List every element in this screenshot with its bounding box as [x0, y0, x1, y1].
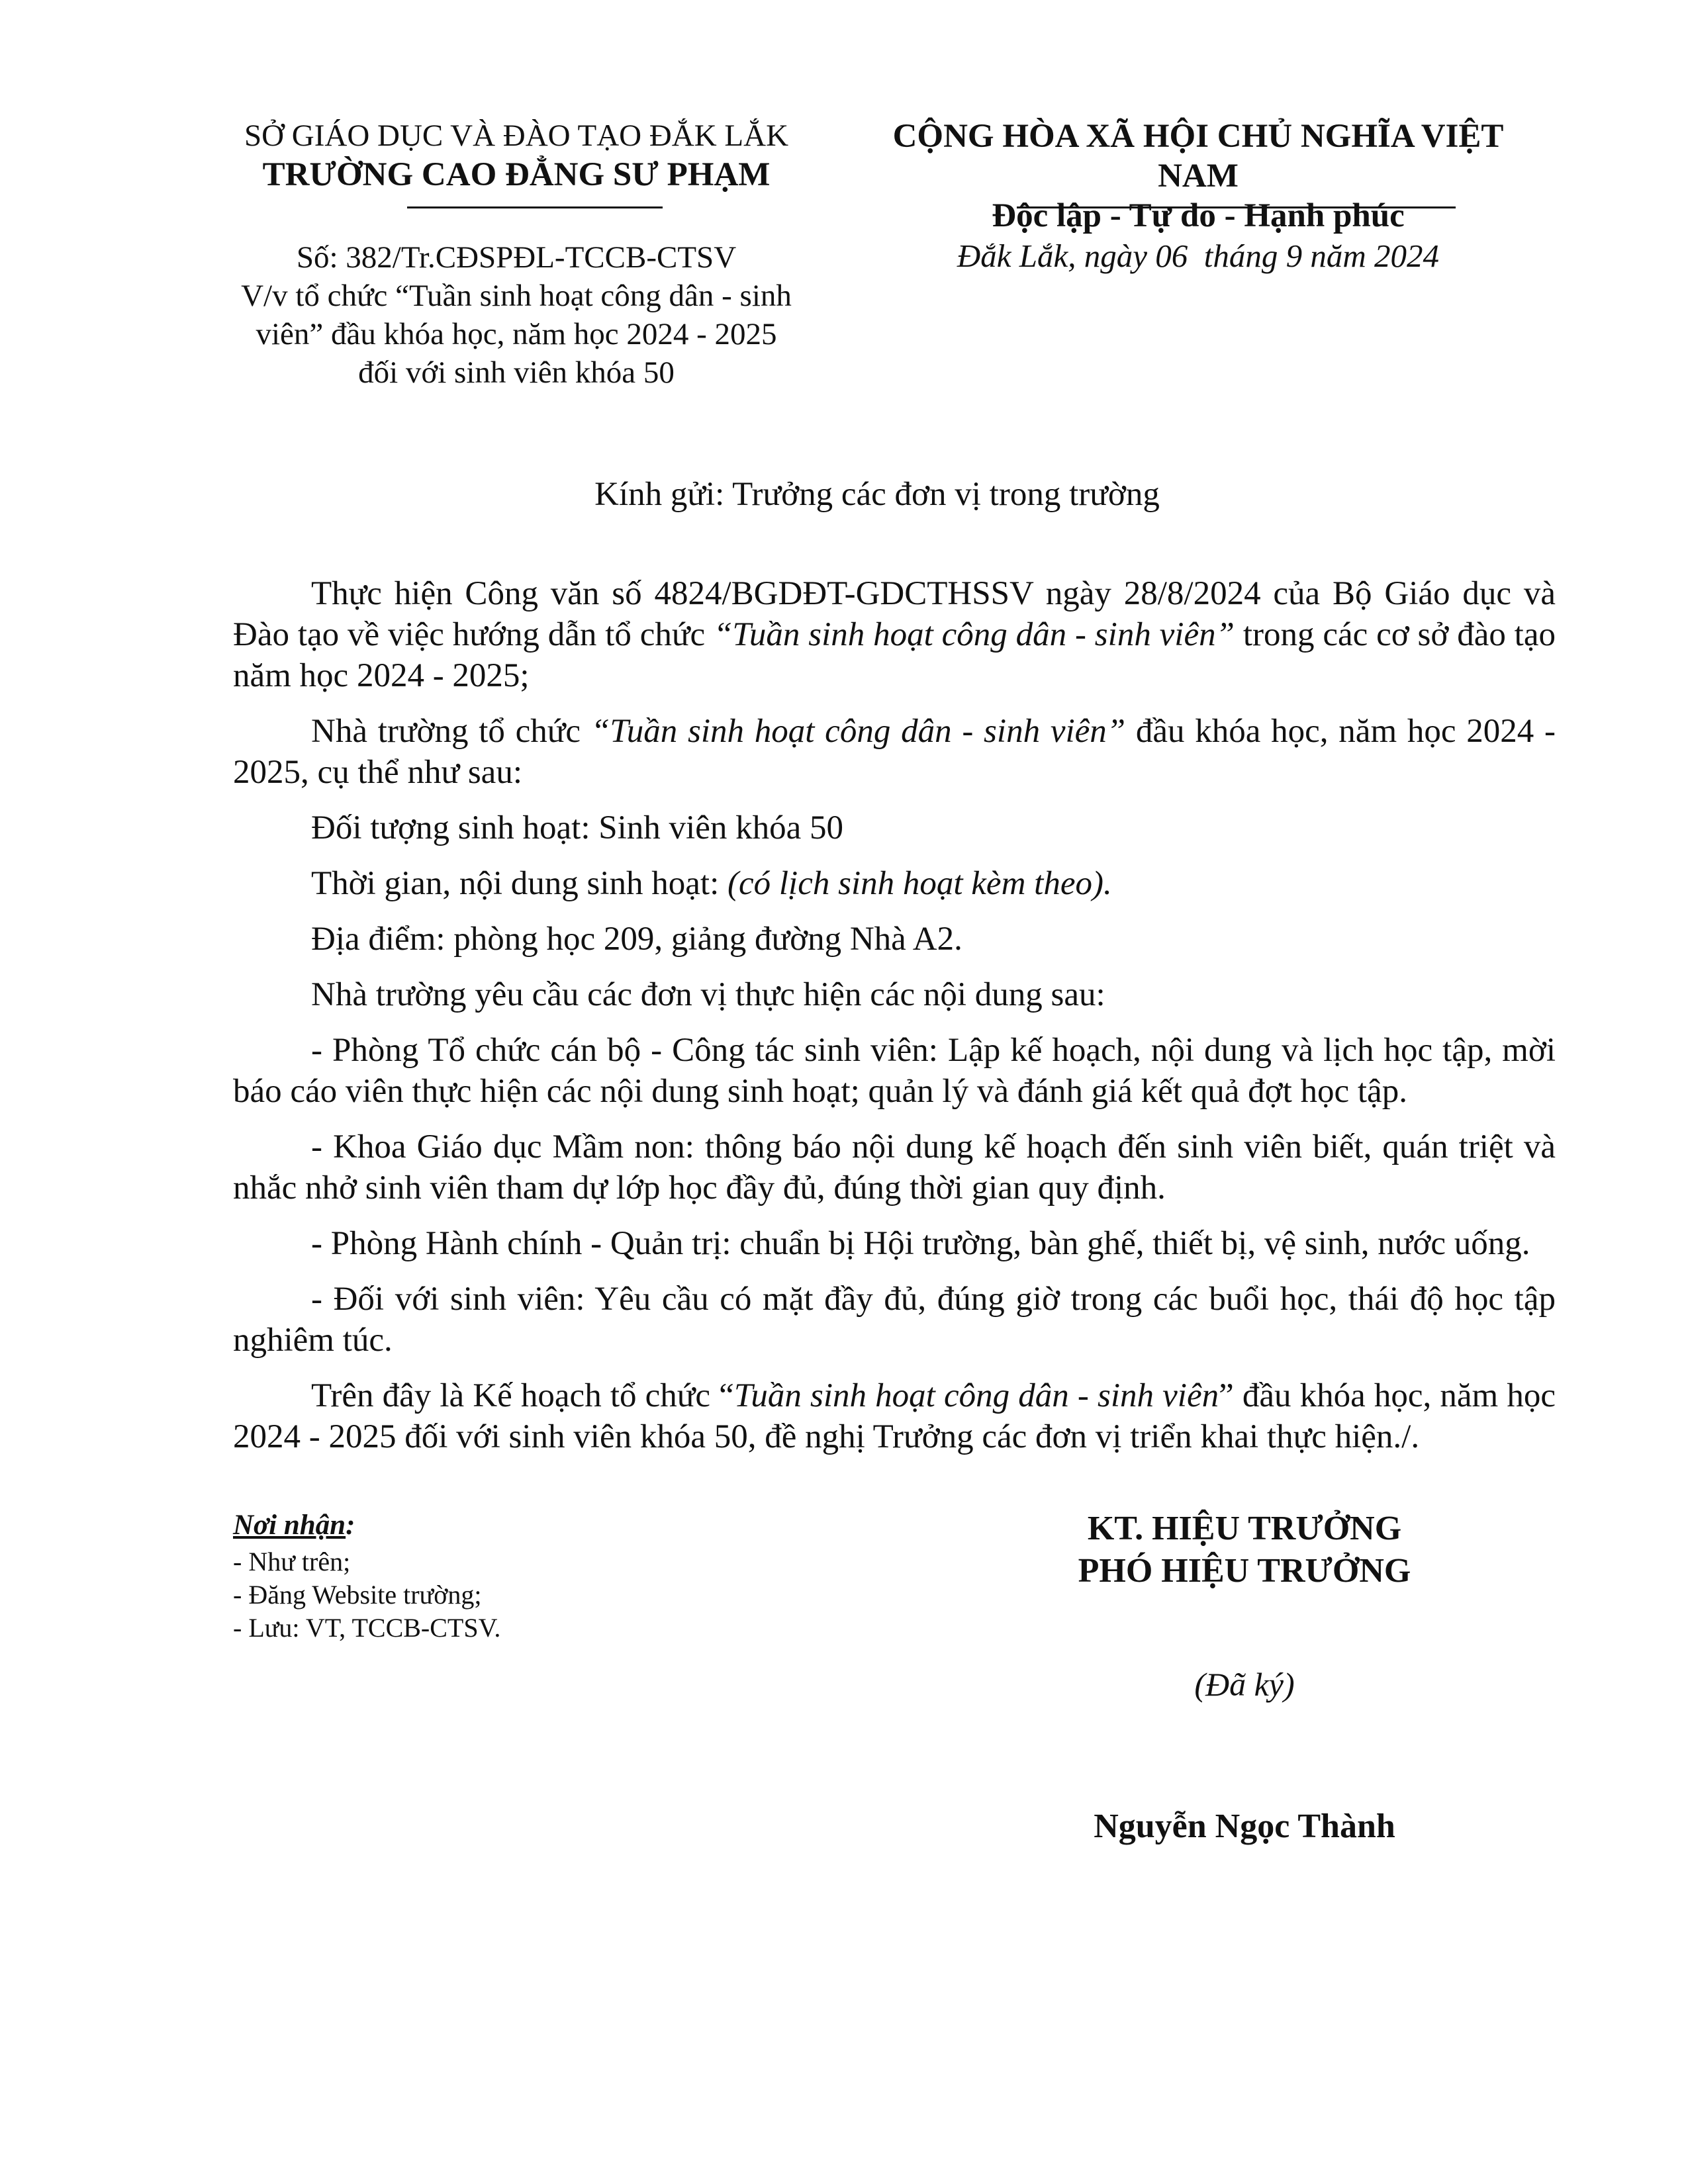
header-right: [854, 116, 1542, 236]
text-run: đầu khóa học, năm học 2024 - 2025, cụ thể như sau:: [233, 713, 1556, 791]
paragraph-task-preschool: - Khoa Giáo dục Mầm non: thông báo nội dung kế hoạch đến sinh viên biết, quán triệt và nhắc nhở sinh viên tham dự lớp học đầy đủ, đúng thời gian quy định.: [233, 1128, 1556, 1206]
signature-position: PHÓ HIỆU TRƯỞNG: [1078, 1552, 1411, 1590]
text-run: trong các cơ sở đào tạo năm học 2024 - 2025;: [233, 616, 1556, 694]
school-underline: [407, 206, 663, 208]
school-name: TRƯỜNG CAO ĐẲNG SƯ PHẠM: [262, 156, 771, 193]
signed-note: (Đã ký): [1194, 1666, 1295, 1703]
document-body: [233, 573, 1556, 1457]
recipients-title: Nơi nhận: [233, 1510, 346, 1541]
text-run-italic: Tuần sinh hoạt công dân - sinh viên: [733, 1377, 1219, 1414]
signature-block: [993, 1508, 1496, 1592]
paragraph-task-students: - Đối với sinh viên: Yêu cầu có mặt đầy đủ, đúng giờ trong các buổi học, thái độ học tập nghiêm túc.: [233, 1281, 1556, 1359]
text-run-italic: (có lịch sinh hoạt kèm theo).: [727, 865, 1112, 902]
text-run: ” đầu khóa học, năm học 2024 - 2025 đối với sinh viên khóa 50, đề nghị Trưởng các đơn vị triển khai thực hiện./.: [233, 1377, 1556, 1455]
salutation: Kính gửi: Trưởng các đơn vị trong trường: [594, 476, 1160, 513]
agency-name: SỞ GIÁO DỤC VÀ ĐÀO TẠO ĐẮK LẮK: [244, 118, 789, 153]
text-run: Thực hiện Công văn số 4824/BGDĐT-GDCTHSSV ngày 28/8/2024 của Bộ Giáo dục và Đào tạo về việc hướng dẫn tổ chức: [233, 575, 1556, 653]
recipient-item: - Như trên;: [233, 1547, 351, 1576]
document-subject: [199, 277, 834, 392]
text-run-italic: “Tuần sinh hoạt công dân - sinh viên”: [713, 616, 1235, 653]
subject-line: V/v tổ chức “Tuần sinh hoạt công dân - sinh: [241, 279, 792, 313]
text-run: Thời gian, nội dung sinh hoạt:: [311, 865, 728, 902]
paragraph-schedule: [233, 863, 1556, 904]
signer-name: Nguyễn Ngọc Thành: [1094, 1807, 1395, 1845]
paragraph-task-personnel: - Phòng Tổ chức cán bộ - Công tác sinh viên: Lập kế hoạch, nội dung và lịch học tập, mời báo cáo viên thực hiện các nội dung sinh hoạt; quản lý và đánh giá kết quả đợt học tập.: [233, 1032, 1556, 1110]
recipients-block: [233, 1509, 500, 1645]
recipient-item: - Lưu: VT, TCCB-CTSV.: [233, 1613, 501, 1643]
country-name: CỘNG HÒA XÃ HỘI CHỦ NGHĨA VIỆT NAM: [892, 118, 1504, 195]
paragraph-audience: Đối tượng sinh hoạt: Sinh viên khóa 50: [311, 809, 843, 846]
national-motto: Độc lập - Tự do - Hạnh phúc: [992, 197, 1405, 234]
motto-underline: [1017, 206, 1456, 208]
document-number: Số: 382/Tr.CĐSPĐL-TCCB-CTSV: [296, 240, 737, 275]
paragraph-organize: [233, 711, 1556, 793]
paragraph-location: Địa điểm: phòng học 209, giảng đường Nhà A2.: [311, 921, 962, 958]
subject-line: viên” đầu khóa học, năm học 2024 - 2025: [256, 317, 777, 351]
text-run-italic: “Tuần sinh hoạt công dân - sinh viên”: [590, 713, 1126, 750]
place-date: Đắk Lắk, ngày 06 tháng 9 năm 2024: [957, 238, 1440, 274]
paragraph-conclusion: [233, 1375, 1556, 1457]
header-left: [199, 116, 834, 195]
recipients-heading: [233, 1509, 500, 1541]
recipients-colon: :: [346, 1510, 355, 1541]
paragraph-reference: [233, 573, 1556, 696]
text-run: Trên đây là Kế hoạch tổ chức “: [311, 1377, 734, 1414]
paragraph-task-admin: - Phòng Hành chính - Quản trị: chuẩn bị Hội trường, bàn ghế, thiết bị, vệ sinh, nước uống.: [311, 1225, 1530, 1262]
text-run: Nhà trường tổ chức: [311, 713, 591, 750]
paragraph-requirements: Nhà trường yêu cầu các đơn vị thực hiện các nội dung sau:: [311, 976, 1105, 1013]
recipient-item: - Đăng Website trường;: [233, 1580, 482, 1610]
signature-title: KT. HIỆU TRƯỞNG: [1087, 1510, 1402, 1547]
subject-line: đối với sinh viên khóa 50: [358, 355, 675, 390]
